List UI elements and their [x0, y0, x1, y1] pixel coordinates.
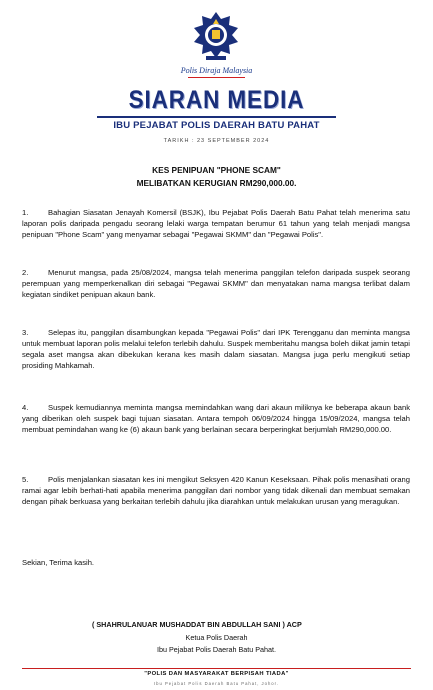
paragraph-number: 1. — [22, 208, 29, 217]
paragraph-text: Selepas itu, panggilan disambungkan kepada "Pegawai Polis" dari IPK Terengganu dan meminta mangsa untuk membuat laporan polis melalui telefon terlebih dahulu. Suspek memberitahu mangsa boleh diikat jamin tetapi segala aset mangsa akan dibekukan kerana kes masih dalam siasatan. Mangsa juga perlu mengikuti setiap prosiding Mahkamah. — [22, 328, 410, 370]
paragraph-number: 3. — [22, 328, 29, 337]
paragraph-text: Polis menjalankan siasatan kes ini mengikut Seksyen 420 Kanun Keseksaan. Pihak polis menasihati orang ramai agar lebih berhati-hati apabila menerima panggilan dari nombor yang tidak dikenali dan membuat semakan dengan pihak berkuasa yang berkaitan terlebih dahulu jika diarahkan untuk melakukan urusan yang meragukan. — [22, 475, 410, 506]
title-divider — [97, 116, 336, 118]
police-crest-icon — [192, 10, 240, 62]
footer-address: Ibu Pejabat Polis Daerah Batu Pahat, Johor. — [154, 681, 279, 686]
paragraph-5 — [22, 475, 410, 508]
release-title: SIARAN MEDIA — [128, 86, 305, 114]
signatory-office: Ibu Pejabat Polis Daerah Batu Pahat. — [156, 645, 277, 654]
footer-motto: "POLIS DAN MASYARAKAT BERPISAH TIADA" — [144, 671, 289, 677]
paragraph-3 — [22, 328, 410, 372]
footer-divider — [22, 668, 411, 669]
paragraph-number: 4. — [22, 403, 29, 412]
brand-underline — [188, 77, 245, 78]
paragraph-text: Suspek kemudiannya meminta mangsa memindahkan wang dari akaun miliknya ke beberapa akaun bank yang diberikan oleh suspek bagi tujuan siasatan. Antara tempoh 06/09/2024 hingga 15/09/2024, mangsa telah membuat pemindahan wang ke (6) akaun bank yang berlainan secara berperingkat berjumlah RM290,000.00. — [22, 403, 410, 434]
paragraph-4 — [22, 403, 410, 436]
case-title-line-2: MELIBATKAN KERUGIAN RM290,000.00. — [136, 178, 297, 188]
closing-line: Sekian, Terima kasih. — [22, 558, 95, 567]
brand-name: Polis Diraja Malaysia — [180, 66, 253, 75]
release-date: TARIKH : 23 SEPTEMBER 2024 — [163, 138, 270, 144]
paragraph-number: 2. — [22, 268, 29, 277]
office-name: IBU PEJABAT POLIS DAERAH BATU PAHAT — [113, 120, 320, 131]
signatory-role: Ketua Polis Daerah — [185, 633, 248, 642]
signatory-name: ( SHAHRULANUAR MUSHADDAT BIN ABDULLAH SANI ) ACP — [92, 620, 302, 629]
paragraph-text: Menurut mangsa, pada 25/08/2024, mangsa telah menerima panggilan telefon daripada suspek seorang perempuan yang memperkenalkan diri sebagai "Pegawai SKMM" dan menyatakan nama mangsa terlibat dalam kegiatan sindiket penipuan akaun bank. — [22, 268, 410, 299]
paragraph-1 — [22, 208, 410, 241]
paragraph-2 — [22, 268, 410, 301]
case-title-line-1: KES PENIPUAN "PHONE SCAM" — [152, 165, 281, 175]
paragraph-text: Bahagian Siasatan Jenayah Komersil (BSJK), Ibu Pejabat Polis Daerah Batu Pahat telah menerima satu laporan polis daripada pengadu seorang lelaki warga tempatan berumur 61 tahun yang telah menjadi mangsa penipuan "Phone Scam" yang menyamar sebagai "Pegawai SKMM" dan "Pegawai Polis". — [22, 208, 410, 239]
paragraph-number: 5. — [22, 475, 29, 484]
